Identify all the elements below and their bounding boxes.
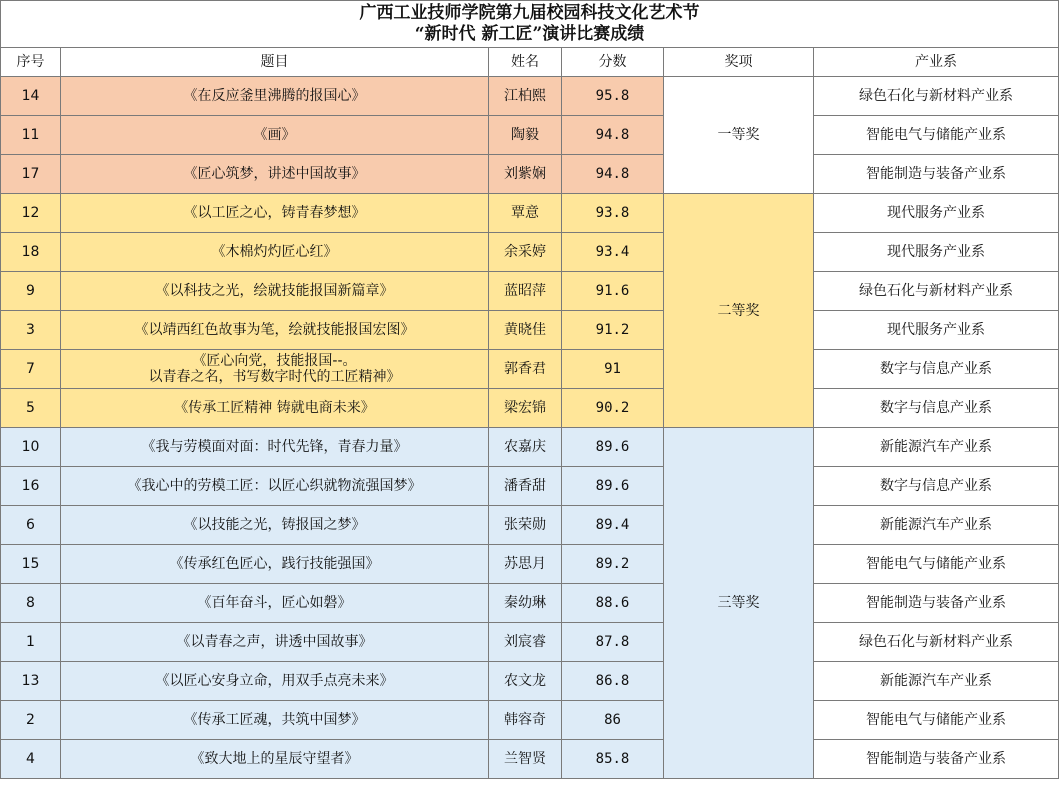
cell-no: 15 (1, 545, 61, 584)
cell-no: 18 (1, 233, 61, 272)
cell-name: 张荣勋 (489, 506, 562, 545)
cell-topic: 《在反应釜里沸腾的报国心》 (61, 77, 489, 116)
cell-topic: 《致大地上的星辰守望者》 (61, 740, 489, 779)
cell-no: 6 (1, 506, 61, 545)
cell-topic: 《我心中的劳模工匠：以匠心织就物流强国梦》 (61, 467, 489, 506)
cell-dept: 绿色石化与新材料产业系 (814, 272, 1059, 311)
cell-score: 94.8 (562, 116, 664, 155)
cell-name: 郭香君 (489, 350, 562, 389)
cell-dept: 现代服务产业系 (814, 311, 1059, 350)
table-title (1, 1, 1059, 48)
table-row (1, 233, 1059, 272)
cell-dept: 绿色石化与新材料产业系 (814, 623, 1059, 662)
cell-topic: 《我与劳模面对面：时代先锋，青春力量》 (61, 428, 489, 467)
cell-name: 覃意 (489, 194, 562, 233)
cell-topic: 《匠心向党，技能报国--。 以青春之名，书写数字时代的工匠精神》 (61, 350, 489, 389)
cell-topic: 《传承工匠魂，共筑中国梦》 (61, 701, 489, 740)
cell-topic: 《以技能之光，铸报国之梦》 (61, 506, 489, 545)
table-row (1, 584, 1059, 623)
cell-score: 86.8 (562, 662, 664, 701)
cell-topic: 《传承红色匠心，践行技能强国》 (61, 545, 489, 584)
cell-dept: 新能源汽车产业系 (814, 662, 1059, 701)
cell-no: 5 (1, 389, 61, 428)
cell-no: 17 (1, 155, 61, 194)
cell-no: 3 (1, 311, 61, 350)
cell-score: 89.6 (562, 428, 664, 467)
cell-name: 兰智贤 (489, 740, 562, 779)
cell-no: 7 (1, 350, 61, 389)
cell-name: 韩容奇 (489, 701, 562, 740)
title-line-2: “新时代 新工匠”演讲比赛成绩 (414, 24, 645, 44)
cell-dept: 绿色石化与新材料产业系 (814, 77, 1059, 116)
cell-topic: 《匠心筑梦，讲述中国故事》 (61, 155, 489, 194)
cell-name: 黄晓佳 (489, 311, 562, 350)
cell-dept: 数字与信息产业系 (814, 467, 1059, 506)
cell-no: 11 (1, 116, 61, 155)
table-row (1, 506, 1059, 545)
table-row (1, 740, 1059, 779)
table-row (1, 467, 1059, 506)
cell-dept: 智能制造与装备产业系 (814, 155, 1059, 194)
cell-topic: 《木棉灼灼匠心红》 (61, 233, 489, 272)
table-row (1, 662, 1059, 701)
cell-name: 蓝昭萍 (489, 272, 562, 311)
cell-name: 刘紫娴 (489, 155, 562, 194)
header-name: 姓名 (489, 48, 562, 77)
header-topic: 题目 (61, 48, 489, 77)
cell-score: 91.6 (562, 272, 664, 311)
cell-topic: 《以靖西红色故事为笔，绘就技能报国宏图》 (61, 311, 489, 350)
table-row (1, 701, 1059, 740)
award-first: 一等奖 (664, 77, 814, 194)
cell-no: 10 (1, 428, 61, 467)
cell-score: 93.8 (562, 194, 664, 233)
award-second: 二等奖 (664, 194, 814, 428)
table-row (1, 272, 1059, 311)
cell-no: 8 (1, 584, 61, 623)
header-dept: 产业系 (814, 48, 1059, 77)
cell-dept: 现代服务产业系 (814, 233, 1059, 272)
cell-no: 9 (1, 272, 61, 311)
cell-score: 89.6 (562, 467, 664, 506)
table-row (1, 623, 1059, 662)
cell-topic: 《以匠心安身立命，用双手点亮未来》 (61, 662, 489, 701)
cell-name: 秦幼琳 (489, 584, 562, 623)
cell-topic: 《以工匠之心，铸青春梦想》 (61, 194, 489, 233)
title-row (1, 1, 1059, 48)
cell-score: 88.6 (562, 584, 664, 623)
cell-name: 农文龙 (489, 662, 562, 701)
header-no: 序号 (1, 48, 61, 77)
cell-no: 14 (1, 77, 61, 116)
table-row (1, 155, 1059, 194)
award-third: 三等奖 (664, 428, 814, 779)
cell-dept: 智能电气与储能产业系 (814, 545, 1059, 584)
cell-name: 苏思月 (489, 545, 562, 584)
table-row (1, 350, 1059, 389)
cell-no: 2 (1, 701, 61, 740)
cell-topic: 《画》 (61, 116, 489, 155)
cell-name: 江柏熙 (489, 77, 562, 116)
table-row (1, 311, 1059, 350)
cell-dept: 数字与信息产业系 (814, 350, 1059, 389)
cell-dept: 新能源汽车产业系 (814, 506, 1059, 545)
cell-name: 潘香甜 (489, 467, 562, 506)
cell-score: 89.4 (562, 506, 664, 545)
cell-dept: 新能源汽车产业系 (814, 428, 1059, 467)
cell-name: 余采婷 (489, 233, 562, 272)
cell-no: 16 (1, 467, 61, 506)
cell-score: 87.8 (562, 623, 664, 662)
header-score: 分数 (562, 48, 664, 77)
cell-score: 85.8 (562, 740, 664, 779)
cell-score: 91 (562, 350, 664, 389)
cell-dept: 智能电气与储能产业系 (814, 116, 1059, 155)
cell-dept: 智能电气与储能产业系 (814, 701, 1059, 740)
cell-dept: 智能制造与装备产业系 (814, 584, 1059, 623)
cell-name: 农嘉庆 (489, 428, 562, 467)
cell-no: 1 (1, 623, 61, 662)
table-row (1, 116, 1059, 155)
cell-no: 4 (1, 740, 61, 779)
cell-topic: 《百年奋斗，匠心如磐》 (61, 584, 489, 623)
table-row (1, 77, 1059, 116)
cell-topic: 《以科技之光，绘就技能报国新篇章》 (61, 272, 489, 311)
cell-score: 90.2 (562, 389, 664, 428)
cell-topic: 《以青春之声，讲透中国故事》 (61, 623, 489, 662)
cell-topic: 《传承工匠精神 铸就电商未来》 (61, 389, 489, 428)
cell-score: 94.8 (562, 155, 664, 194)
cell-no: 13 (1, 662, 61, 701)
header-award: 奖项 (664, 48, 814, 77)
table-row (1, 194, 1059, 233)
cell-score: 89.2 (562, 545, 664, 584)
cell-score: 95.8 (562, 77, 664, 116)
cell-no: 12 (1, 194, 61, 233)
header-row (1, 48, 1059, 77)
table-row (1, 389, 1059, 428)
cell-name: 陶毅 (489, 116, 562, 155)
cell-name: 梁宏锦 (489, 389, 562, 428)
cell-score: 91.2 (562, 311, 664, 350)
cell-dept: 现代服务产业系 (814, 194, 1059, 233)
cell-score: 86 (562, 701, 664, 740)
cell-dept: 智能制造与装备产业系 (814, 740, 1059, 779)
cell-dept: 数字与信息产业系 (814, 389, 1059, 428)
table-row (1, 428, 1059, 467)
title-line-1: 广西工业技师学院第九届校园科技文化艺术节 (359, 3, 700, 23)
table-row (1, 545, 1059, 584)
cell-name: 刘宸睿 (489, 623, 562, 662)
cell-score: 93.4 (562, 233, 664, 272)
